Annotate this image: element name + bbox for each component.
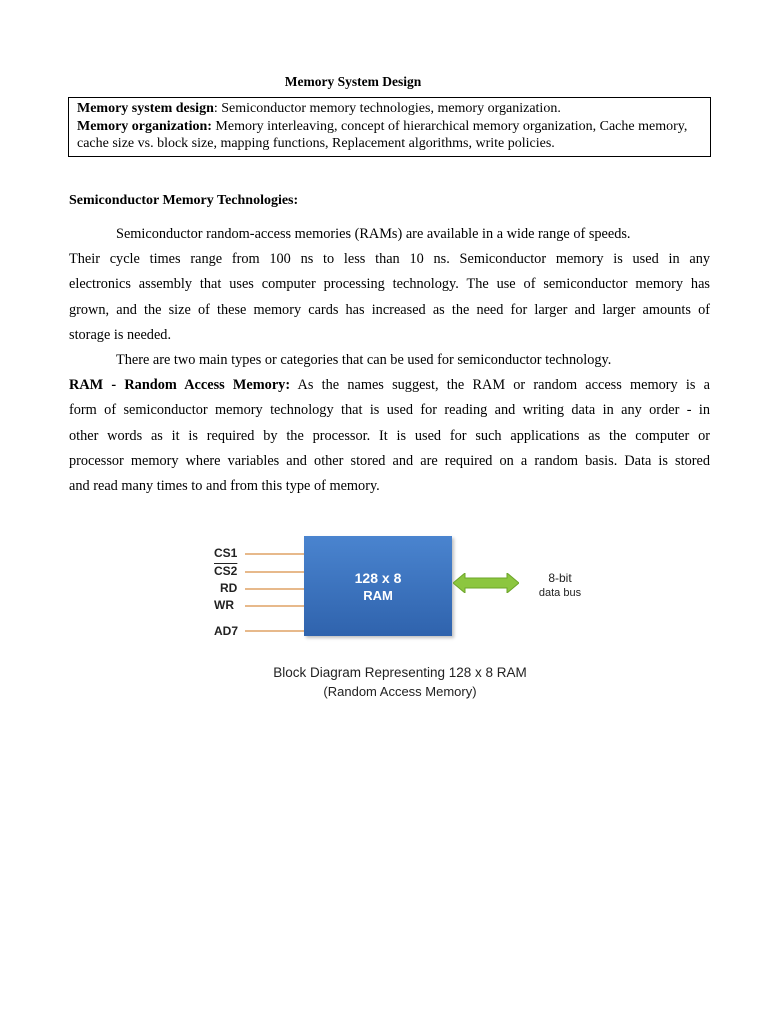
- pin-line-cs1: [245, 553, 304, 555]
- pin-label-rd: RD: [220, 581, 238, 595]
- bus-subtitle: data bus: [538, 587, 582, 599]
- paragraph-ram: [69, 373, 710, 499]
- text-line: storage is needed.: [69, 326, 172, 343]
- text-line: grown, and the size of these memory cards has increased as the need for larger and larger amounts of: [69, 301, 710, 318]
- text-line: Semiconductor random-access memories (RAMs) are available in a wide range of speeds.: [116, 226, 631, 242]
- paragraph-1: [69, 222, 710, 348]
- diagram-caption: Block Diagram Representing 128 x 8 RAM: [273, 665, 527, 680]
- pin-line-cs2: [245, 571, 304, 573]
- pin-label-wr: WR: [214, 598, 234, 612]
- page-title: Memory System Design: [284, 74, 422, 89]
- double-arrow-icon: [453, 573, 519, 593]
- text-line: processor memory where variables and other stored and are required on a random basis. Data is stored: [69, 452, 710, 469]
- summary-text-2: Memory interleaving, concept of hierarchical memory organization, Cache memory, cache size vs. block size, mapping functions, Replacement algorithms, write policies.: [77, 118, 688, 151]
- summary-label-1: Memory system design: [77, 101, 214, 116]
- pin-label-cs2: CS2: [214, 564, 238, 578]
- text-line: electronics assembly that uses computer processing technology. The use of semiconductor memory has: [69, 276, 710, 293]
- bus-title: 8-bit: [548, 571, 572, 585]
- summary-box: [68, 97, 711, 157]
- ram-line-0: As the names suggest, the RAM or random access memory is a: [290, 377, 710, 394]
- body-text: [69, 222, 710, 499]
- ram-block: [304, 536, 452, 636]
- summary-line-2: [77, 118, 703, 153]
- pin-label-ad7: AD7: [214, 624, 239, 638]
- pin-line-ad7: [245, 630, 304, 632]
- summary-label-2: Memory organization:: [77, 118, 212, 134]
- pin-label-cs1: CS1: [214, 546, 238, 560]
- summary-text-1: : Semiconductor memory technologies, memory organization.: [213, 101, 561, 116]
- ram-block-diagram: [200, 535, 600, 705]
- text-line: other words as it is required by the processor. It is used for such applications as the computer or: [69, 427, 710, 444]
- text-line: [69, 373, 710, 398]
- section-heading: Semiconductor Memory Technologies:: [69, 193, 299, 208]
- text-line: Their cycle times range from 100 ns to less than 10 ns. Semiconductor memory is used in any: [69, 251, 710, 268]
- ram-label: RAM - Random Access Memory:: [69, 377, 291, 394]
- paragraph-2: There are two main types or categories that can be used for semiconductor technology.: [116, 352, 612, 369]
- text-line: and read many times to and from this type of memory.: [69, 478, 380, 495]
- pin-line-rd: [245, 588, 304, 590]
- ram-size-label: 128 x 8: [354, 570, 402, 586]
- pin-line-wr: [245, 605, 304, 607]
- diagram-caption-sub: (Random Access Memory): [323, 684, 477, 699]
- text-line: form of semiconductor memory technology that is used for reading and writing data in any order - in: [69, 402, 710, 419]
- summary-line-1: [77, 100, 703, 118]
- ram-name-label: RAM: [363, 588, 393, 603]
